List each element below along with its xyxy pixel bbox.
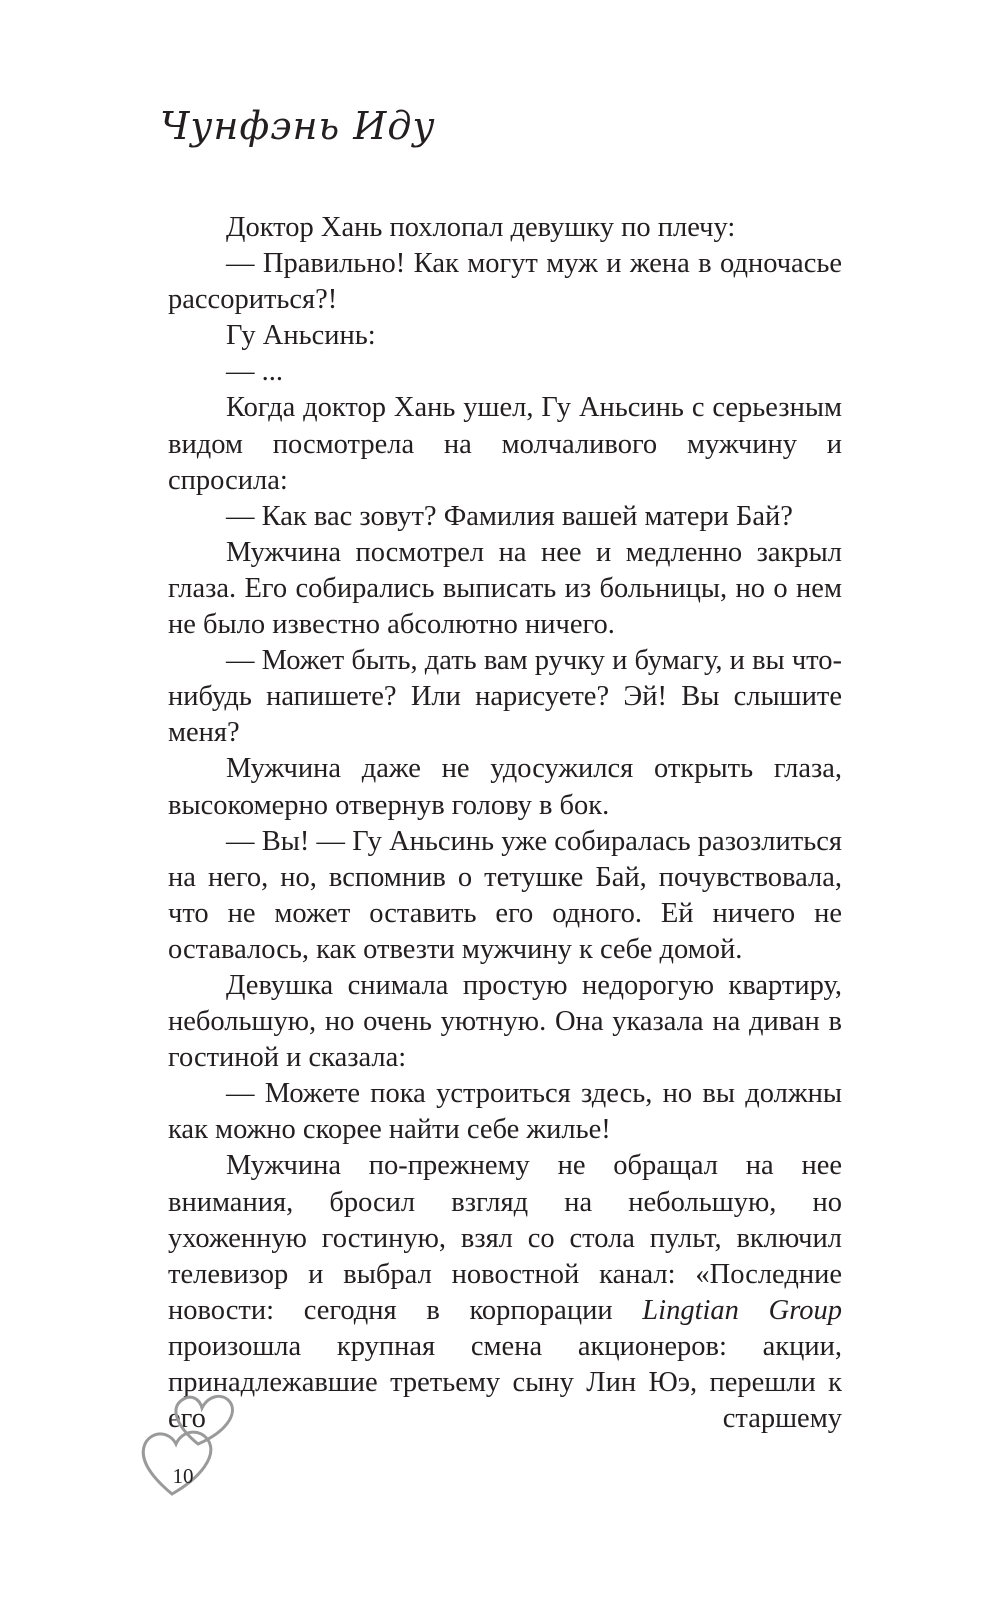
paragraph: — Можете пока устроиться здесь, но вы должны как можно скорее найти себе жилье! xyxy=(168,1078,842,1146)
paragraph: Девушка снимала простую недорогую квартиру, небольшую, но очень уютную. Она указала на диван в гостиной и сказала: xyxy=(168,969,842,1074)
page-number: 10 xyxy=(172,1464,194,1488)
paragraph: Мужчина даже не удосужился открыть глаза, высокомерно отвернув голову в бок. xyxy=(168,753,842,821)
paragraph: Когда доктор Хань ушел, Гу Аньсинь с серьезным видом посмотрела на молчаливого мужчину и спросила: xyxy=(168,392,842,496)
paragraph: — Правильно! Как могут муж и жена в одночасье рассориться?! xyxy=(168,248,842,316)
paragraph xyxy=(168,1148,842,1437)
paragraph: Доктор Хань похлопал девушку по плечу: xyxy=(226,212,736,243)
paragraph-text: Мужчина по-прежнему не обращал на нее внимания, бросил взгляд на небольшую, но ухоженную гостиную, взял со стола пульт, включил телевизор и выбрал новостной канал: «Последние новости: сегодня в корпорации xyxy=(168,1150,842,1326)
page-body xyxy=(168,210,842,1437)
paragraph-text: произошла крупная смена акционеров: акции, принадлежавшие третьему сыну Лин Юэ, перешли к его старшему xyxy=(168,1330,842,1435)
paragraph: — Как вас зовут? Фамилия вашей матери Бай? xyxy=(226,500,793,532)
paragraph: Мужчина посмотрел на нее и медленно закрыл глаза. Его собирались выписать из больницы, но о нем не было известно абсолютно ничего. xyxy=(168,536,842,641)
paragraph: Гу Аньсинь: xyxy=(226,320,376,352)
running-header-author: Чунфэнь Иду xyxy=(160,104,436,148)
company-name-italic: Lingtian Group xyxy=(642,1294,842,1326)
paragraph: — Может быть, дать вам ручку и бумагу, и вы что-нибудь напишете? Или нарисуете? Эй! Вы слышите меня? xyxy=(168,645,842,749)
paragraph: — Вы! — Гу Аньсинь уже собиралась разозлиться на него, но, вспомнив о тетушке Бай, почувствовала, что не может оставить его одного. Ей ничего не оставалось, как отвезти мужчину к себе домой. xyxy=(168,825,842,965)
paragraph: — ... xyxy=(226,356,283,388)
